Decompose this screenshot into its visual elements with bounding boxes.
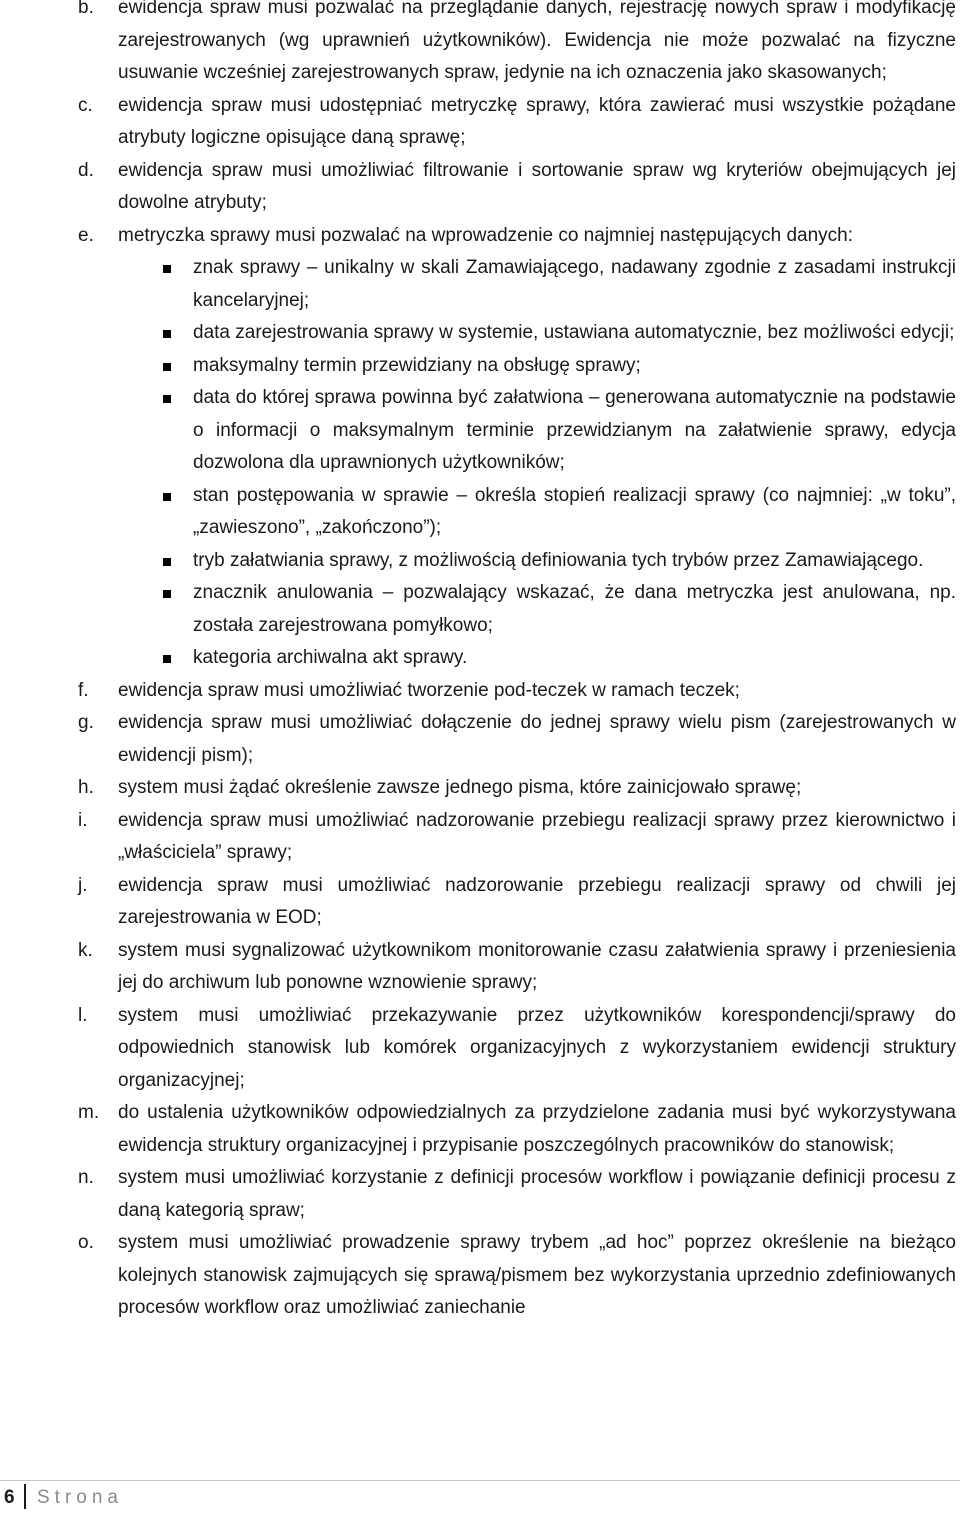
square-bullet-icon bbox=[163, 493, 171, 501]
square-bullet-icon bbox=[163, 558, 171, 566]
list-item-b bbox=[78, 0, 956, 90]
sub-list-item-text: maksymalny termin przewidziany na obsługę sprawy; bbox=[193, 354, 641, 376]
list-marker: h. bbox=[78, 777, 94, 798]
sub-list-item bbox=[118, 545, 956, 578]
list-item-i bbox=[78, 805, 956, 870]
page-footer bbox=[0, 1480, 960, 1513]
sub-list-item bbox=[118, 382, 956, 480]
sub-list-item bbox=[118, 642, 956, 675]
sub-list-item-text: znak sprawy – unikalny w skali Zamawiającego, nadawany zgodnie z zasadami instrukcji kancelaryjnej; bbox=[193, 257, 956, 311]
square-bullet-icon bbox=[163, 395, 171, 403]
list-item-text: system musi sygnalizować użytkownikom monitorowanie czasu załatwienia sprawy i przeniesienia jej do archiwum lub ponowne wznowienie sprawy; bbox=[118, 939, 956, 993]
square-bullet-icon bbox=[163, 363, 171, 371]
requirements-list bbox=[78, 0, 956, 1325]
list-item-l bbox=[78, 1000, 956, 1098]
list-item-j bbox=[78, 870, 956, 935]
list-item-text: system musi umożliwiać prowadzenie sprawy trybem „ad hoc” poprzez określenie na bieżąco kolejnych stanowisk zajmujących się sprawą/pismem bez wykorzystania uprzednio zdefiniowanych procesów workflow oraz umożliwiać zaniechanie bbox=[118, 1232, 956, 1318]
list-marker: c. bbox=[78, 94, 93, 116]
footer-divider bbox=[0, 1480, 960, 1481]
list-item-h bbox=[78, 772, 956, 805]
sub-list-item bbox=[118, 317, 956, 350]
page-number: 6 bbox=[4, 1487, 15, 1508]
list-item-c bbox=[78, 90, 956, 155]
list-item-f bbox=[78, 675, 956, 708]
list-item-text: system musi umożliwiać korzystanie z definicji procesów workflow i powiązanie definicji procesu z daną kategorią spraw; bbox=[118, 1167, 956, 1221]
list-item-e bbox=[78, 220, 956, 675]
list-item-text: do ustalenia użytkowników odpowiedzialnych za przydzielone zadania musi być wykorzystywana ewidencja struktury organizacyjnej i przypisanie poszczególnych pracowników do stanowisk; bbox=[118, 1102, 956, 1156]
list-item-o bbox=[78, 1227, 956, 1325]
list-marker: f. bbox=[78, 679, 89, 701]
list-marker: b. bbox=[78, 0, 94, 18]
sub-list-item-text: tryb załatwiania sprawy, z możliwością definiowania tych trybów przez Zamawiającego. bbox=[193, 549, 924, 571]
square-bullet-icon bbox=[163, 330, 171, 338]
square-bullet-icon bbox=[163, 265, 171, 273]
list-item-text: metryczka sprawy musi pozwalać na wprowadzenie co najmniej następujących danych: bbox=[118, 224, 854, 246]
list-item-m bbox=[78, 1097, 956, 1162]
list-item-text: ewidencja spraw musi udostępniać metryczkę sprawy, która zawierać musi wszystkie pożądane atrybuty logiczne opisujące daną sprawę; bbox=[118, 94, 956, 148]
footer-separator bbox=[24, 1484, 26, 1509]
square-bullet-icon bbox=[163, 655, 171, 663]
list-marker: j. bbox=[78, 874, 88, 896]
list-marker: g. bbox=[78, 712, 94, 733]
list-marker: m. bbox=[78, 1102, 100, 1123]
sub-list-item-text: data zarejestrowania sprawy w systemie, ustawiana automatycznie, bez możliwości edycji; bbox=[193, 322, 955, 343]
list-marker: d. bbox=[78, 159, 94, 181]
list-item-text: ewidencja spraw musi umożliwiać nadzorowanie przebiegu realizacji sprawy przez kierownictwo i „właściciela” sprawy; bbox=[118, 809, 956, 863]
list-item-k bbox=[78, 935, 956, 1000]
sub-list-item bbox=[118, 577, 956, 642]
metadata-fields-list bbox=[118, 252, 956, 675]
list-item-text: ewidencja spraw musi umożliwiać filtrowanie i sortowanie spraw wg kryteriów obejmujących jej dowolne atrybuty; bbox=[118, 159, 956, 213]
list-marker: o. bbox=[78, 1232, 94, 1253]
list-item-text: ewidencja spraw musi umożliwiać nadzorowanie przebiegu realizacji sprawy od chwili jej zarejestrowania w EOD; bbox=[118, 874, 956, 928]
square-bullet-icon bbox=[163, 590, 171, 598]
sub-list-item bbox=[118, 480, 956, 545]
sub-list-item-text: kategoria archiwalna akt sprawy. bbox=[193, 647, 468, 668]
list-item-n bbox=[78, 1162, 956, 1227]
list-marker: k. bbox=[78, 939, 93, 961]
list-item-text: ewidencja spraw musi umożliwiać dołączenie do jednej sprawy wielu pism (zarejestrowanych w ewidencji pism); bbox=[118, 712, 956, 766]
sub-list-item bbox=[118, 252, 956, 317]
sub-list-item bbox=[118, 350, 956, 383]
sub-list-item-text: znacznik anulowania – pozwalający wskazać, że dana metryczka jest anulowana, np. została zarejestrowana pomyłkowo; bbox=[193, 582, 956, 636]
list-marker: i. bbox=[78, 809, 88, 831]
list-item-text: system musi umożliwiać przekazywanie przez użytkowników korespondencji/sprawy do odpowiednich stanowisk lub komórek organizacyjnych z wykorzystaniem ewidencji struktury organizacyjnej; bbox=[118, 1004, 956, 1091]
list-marker: e. bbox=[78, 224, 94, 246]
sub-list-item-text: stan postępowania w sprawie – określa stopień realizacji sprawy (co najmniej: „w toku”, „zawieszono”, „zakończono”); bbox=[193, 484, 956, 538]
list-marker: n. bbox=[78, 1167, 94, 1188]
list-marker: l. bbox=[78, 1004, 88, 1026]
sub-list-item-text: data do której sprawa powinna być załatwiona – generowana automatycznie na podstawie o informacji o maksymalnym terminie przewidzianym na załatwienie sprawy, edycja dozwolona dla uprawnionych użytkowników; bbox=[193, 387, 956, 473]
list-item-text: system musi żądać określenie zawsze jednego pisma, które zainicjowało sprawę; bbox=[118, 777, 802, 798]
page-label: Strona bbox=[37, 1487, 123, 1508]
list-item-text: ewidencja spraw musi umożliwiać tworzenie pod-teczek w ramach teczek; bbox=[118, 679, 740, 701]
list-item-g bbox=[78, 707, 956, 772]
list-item-d bbox=[78, 155, 956, 220]
list-item-text: ewidencja spraw musi pozwalać na przeglądanie danych, rejestrację nowych spraw i modyfikację zarejestrowanych (wg uprawnień użytkowników). Ewidencja nie może pozwalać na fizyczne usuwanie wcześniej zarejestrowanych spraw, jedynie na ich oznaczenia jako skasowanych; bbox=[118, 0, 956, 83]
